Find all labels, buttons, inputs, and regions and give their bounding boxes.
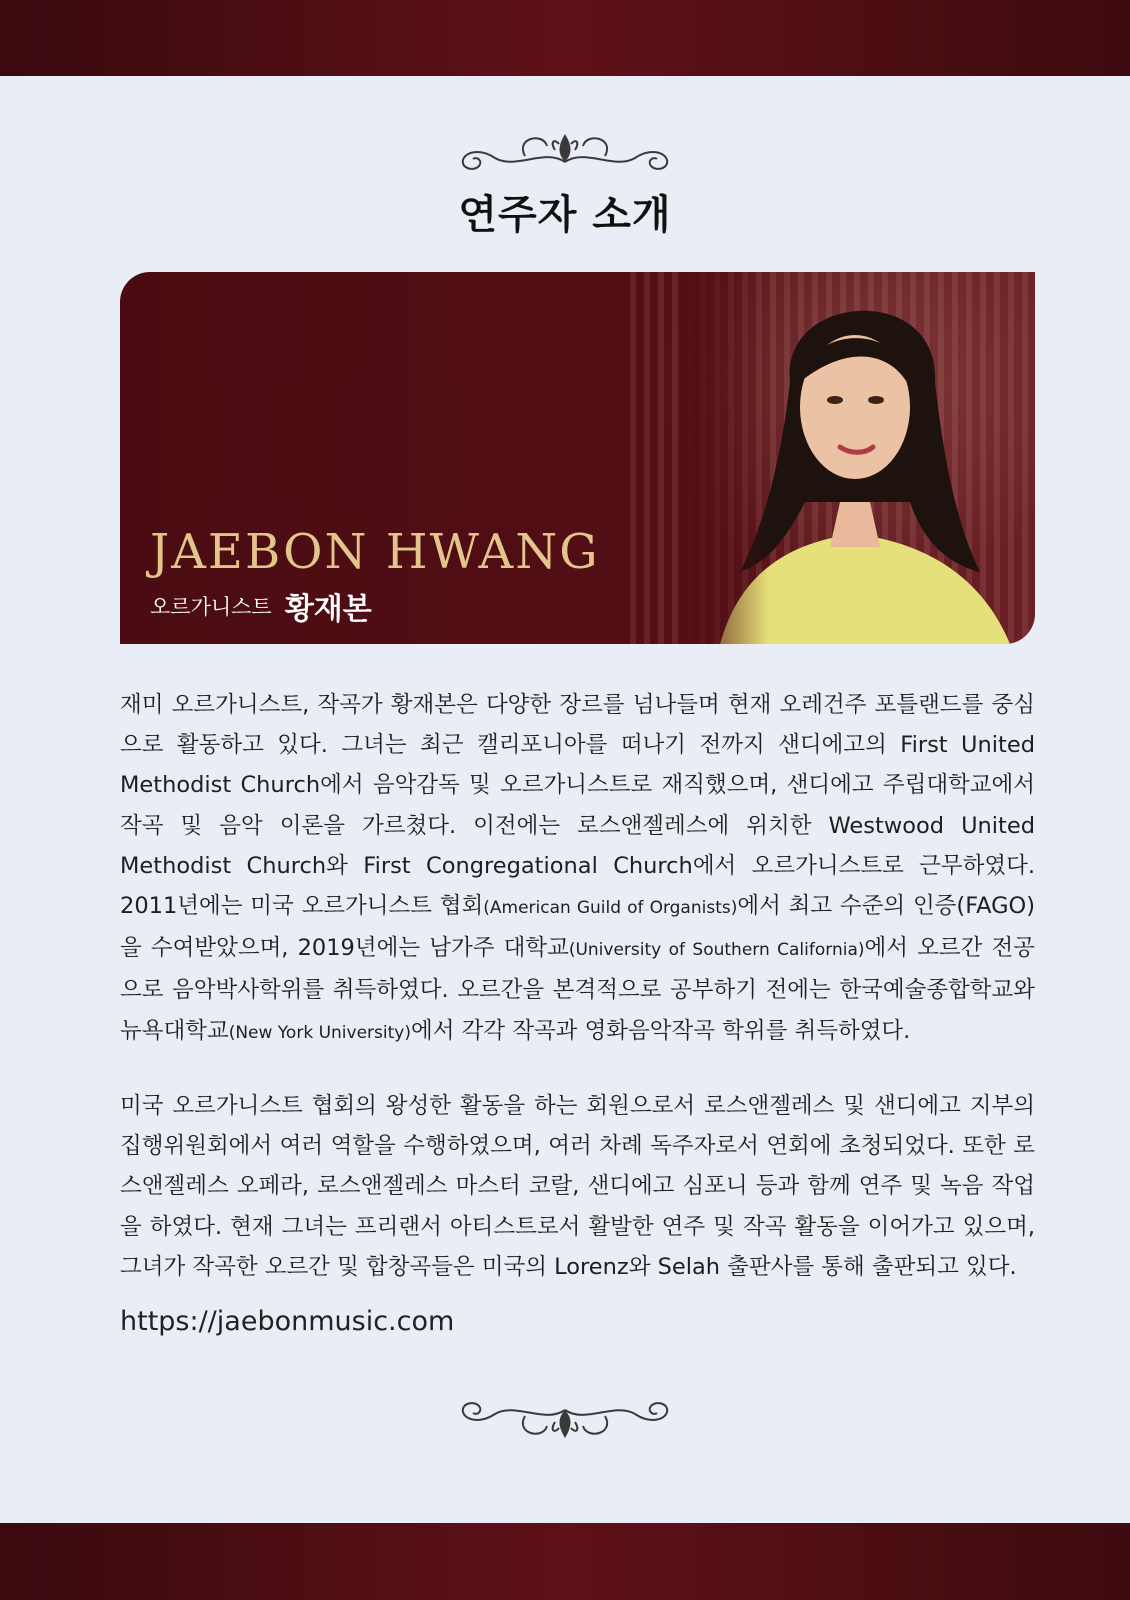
bio-text: 에서 각각 작곡과 영화음악작곡 학위를 취득하였다. [410,1017,911,1044]
bio-text-small: (University of Southern California) [568,940,865,961]
flourish-ornament-icon [455,1394,675,1444]
performer-name-korean: 황재본 [284,592,372,627]
bio-paragraph-2: 미국 오르가니스트 협회의 왕성한 활동을 하는 회원으로서 로스앤젤레스 및 샌디에고 지부의 집행위원회에서 여러 역할을 수행하였으며, 여러 차례 독주자로서 연회에 초청되었다. 또한 로스앤젤레스 오페라, 로스앤젤레스 마스터 코랄, 샌디에고 심포니 등과 함께 연주 및 녹음 작업을 하였다. 현재 그녀는 프리랜서 아티스트로서 활발한 연주 및 작곡 활동을 이어가고 있으며, 그녀가 작곡한 오르간 및 합창곡들은 미국의 Lorenz와 Selah 출판사를 통해 출판되고 있다. [120,1093,1035,1280]
page-title: 연주자 소개 [458,192,672,238]
bio-text-small: (New York University) [228,1022,411,1043]
bio-text: 에서 최고 수준의 인증(FAGO)을 수여받았으며, 2019년에는 남가주 대학교 [120,893,1035,962]
top-band [0,0,1130,76]
performer-banner [120,272,1035,644]
website-link[interactable]: https://jaebonmusic.com [120,1306,455,1337]
performer-portrait [680,272,1035,644]
performer-role-line [150,584,372,628]
bottom-band [0,1523,1130,1600]
bio-text-small: (American Guild of Organists) [483,898,738,919]
bio-text: 에서 오르간 전공으로 음악박사학위를 취득하였다. 오르간을 본격적으로 공부하기 전에는 한국예술종합학교와 뉴욕대학교 [120,935,1035,1044]
bio-text: 재미 오르가니스트, 작곡가 황재본은 다양한 장르를 넘나들며 현재 오레건주 포틀랜드를 중심으로 활동하고 있다. 그녀는 최근 캘리포니아를 떠나기 전까지 샌디에고의 First United Methodist Church에서 음악감독 및 오르가니스트로 재직했으며, 샌디에고 주립대학교에서 작곡 및 음악 이론을 가르쳤다. 이전에는 로스앤젤레스에 위치한 Westwood United Methodist Church와 First Congregational Church에서 오르가니스트로 근무하였다. 2011년에는 미국 오르가니스트 협회 [120,692,1035,920]
bio-paragraph-1 [120,685,1035,1053]
flourish-ornament-icon [455,128,675,178]
performer-role: 오르가니스트 [150,595,272,619]
performer-name-english: JAEBON HWANG [150,524,600,580]
